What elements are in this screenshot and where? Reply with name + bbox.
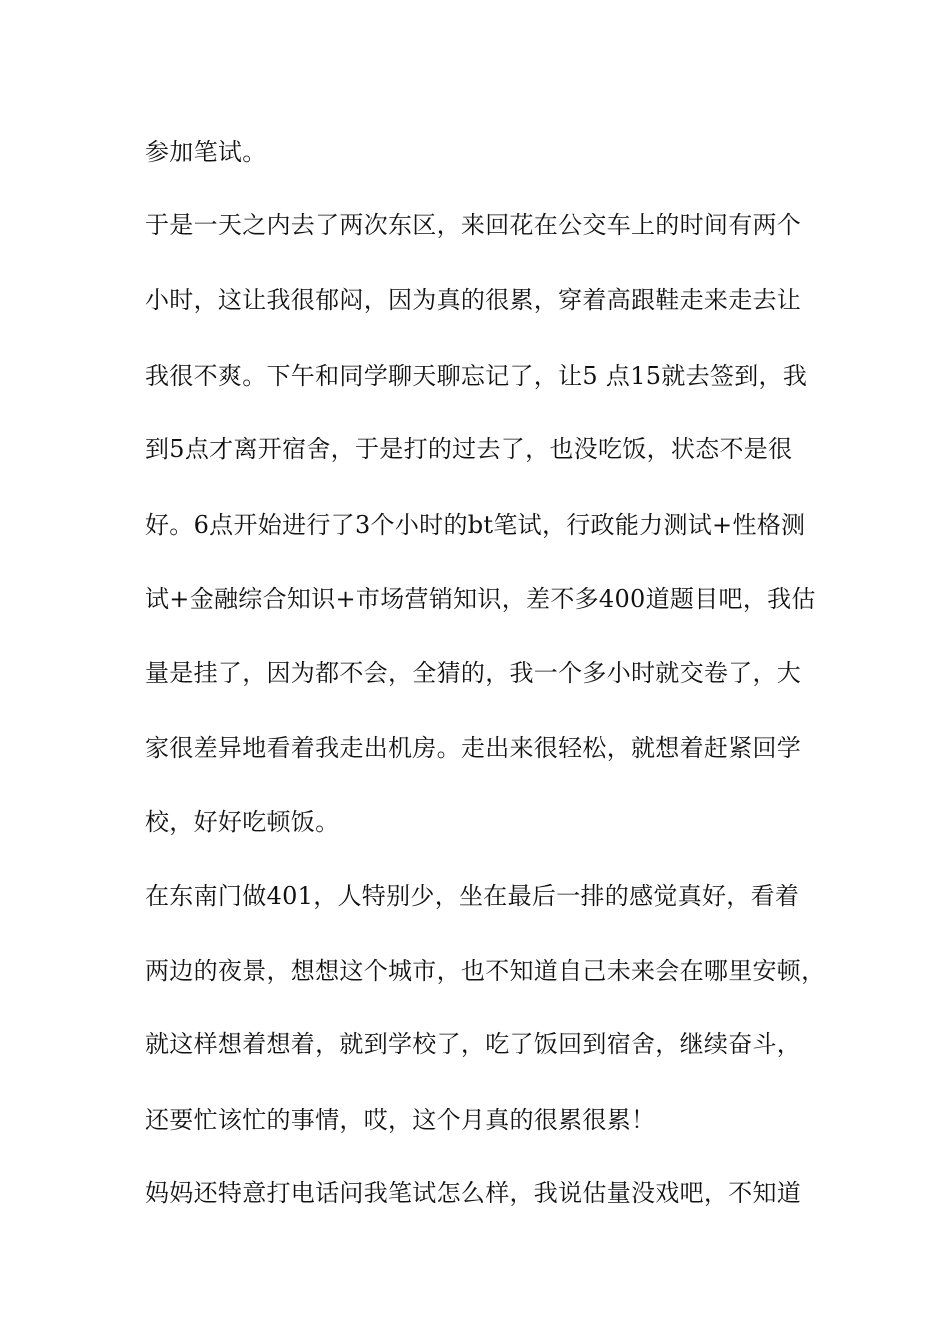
text-line: 到5点才离开宿舍，于是打的过去了，也没吃饭，状态不是很 [145, 435, 793, 463]
text-line: 小时，这让我很郁闷，因为真的很累，穿着高跟鞋走来走去让 [145, 286, 802, 314]
text-line: 家很差异地看着我走出机房。走出来很轻松，就想着赶紧回学 [145, 734, 802, 762]
text-line: 两边的夜景，想想这个城市，也不知道自己未来会在哪里安顿， [145, 957, 826, 985]
text-line: 于是一天之内去了两次东区，来回花在公交车上的时间有两个 [145, 211, 802, 239]
text-line: 试+金融综合知识+市场营销知识，差不多400道题目吧，我估 [145, 585, 816, 613]
text-line: 就这样想着想着，就到学校了，吃了饭回到宿舍，继续奋斗， [145, 1030, 802, 1058]
text-line: 还要忙该忙的事情，哎，这个月真的很累很累！ [145, 1106, 656, 1134]
text-line: 妈妈还特意打电话问我笔试怎么样，我说估量没戏吧，不知道 [145, 1179, 802, 1207]
text-line: 校，好好吃顿饭。 [145, 808, 340, 836]
text-line: 在东南门做401，人特别少，坐在最后一排的感觉真好，看着 [145, 882, 800, 910]
text-line: 量是挂了，因为都不会，全猜的，我一个多小时就交卷了，大 [145, 659, 802, 687]
text-line: 参加笔试。 [145, 138, 267, 166]
text-line: 好。6点开始进行了3个小时的bt笔试，行政能力测试+性格测 [145, 511, 806, 539]
text-line: 我很不爽。下午和同学聊天聊忘记了，让5 点15就去签到，我 [145, 362, 808, 390]
